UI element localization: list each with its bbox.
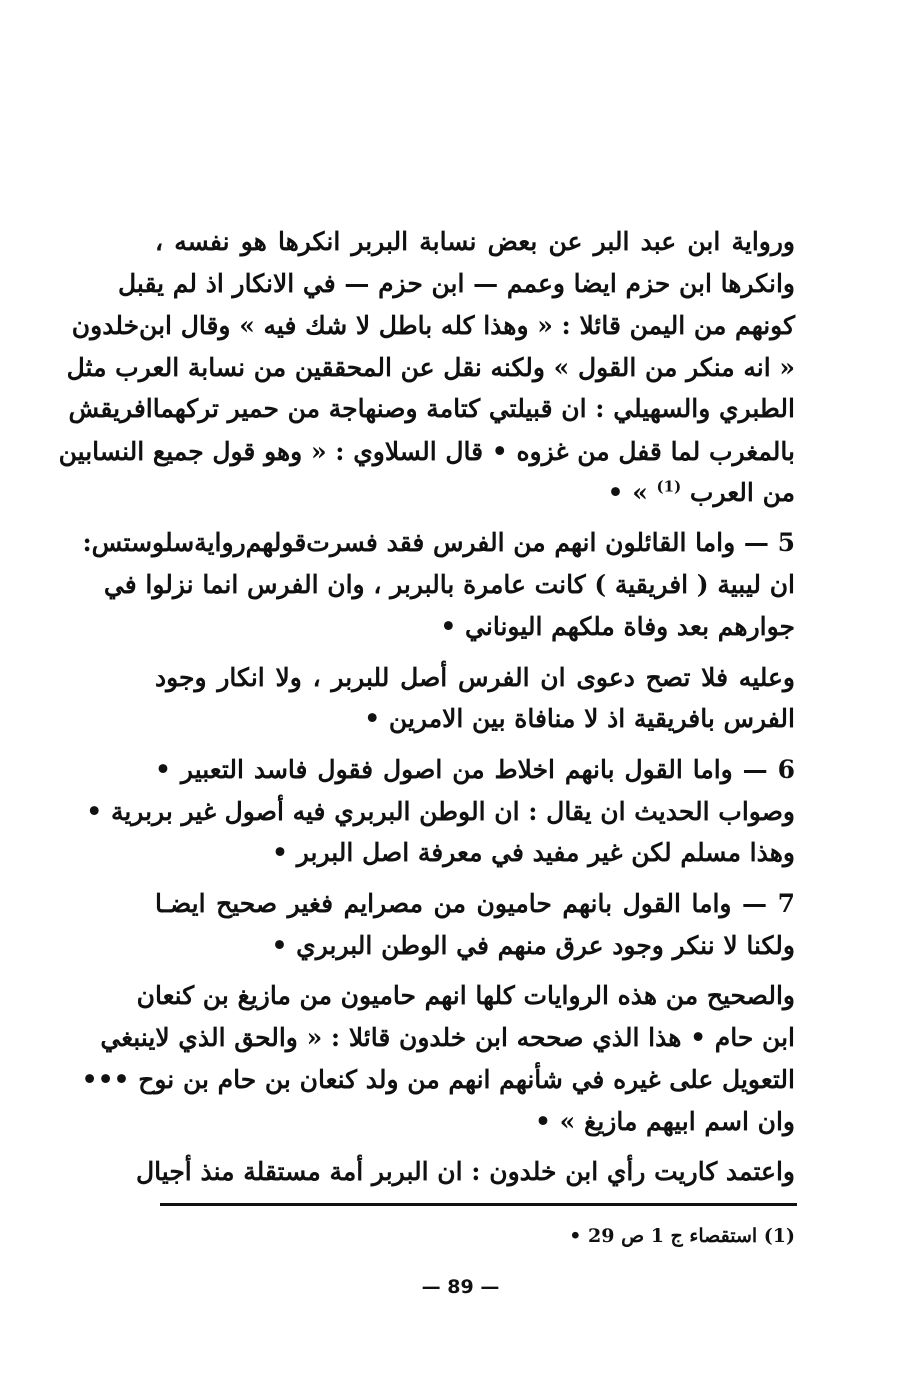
text-line: 6 — واما القول بانهم اخلاط من اصول فقول فاسد التعبير • bbox=[155, 755, 795, 784]
text-line: كونهم من اليمن قائلا : « وهذا كله باطل لا شك فيه » وقال ابن‌خلدون bbox=[71, 311, 795, 340]
text-line: وهذا مسلم لكن غير مفيد في معرفة اصل البربر • bbox=[272, 838, 795, 867]
footnote: (1) استقصاء ج 1 ص 29 • bbox=[569, 1225, 795, 1247]
text-fragment: من العرب bbox=[689, 478, 795, 507]
text-fragment: » • bbox=[607, 478, 648, 507]
text-line: 7 — واما القول بانهم حاميون من مصرايم فغير صحيح ايضـا bbox=[155, 889, 795, 918]
text-line: الفرس بافريقية اذ لا منافاة بين الامرين • bbox=[364, 704, 795, 733]
text-line: ابن حام • هذا الذي صححه ابن خلدون قائلا : « والحق الذي لاينبغي bbox=[100, 1023, 795, 1052]
text-line: جوارهم بعد وفاة ملكهم اليوناني • bbox=[440, 612, 795, 641]
text-line: « انه منكر من القول » ولكنه نقل عن المحققين من نسابة العرب مثل bbox=[66, 353, 795, 382]
text-line: بالمغرب لما قفل من غزوه • قال السلاوي : « وهو قول جميع النسابين bbox=[58, 437, 795, 466]
text-line: واعتمد كاريت رأي ابن خلدون : ان البربر أمة مستقلة منذ أجيال bbox=[136, 1157, 795, 1186]
text-line: التعويل على غيره في شأنهم انهم من ولد كنعان بن حام بن نوح ••• bbox=[81, 1065, 795, 1094]
text-line bbox=[155, 471, 795, 515]
text-line: وانكرها ابن حزم ايضا وعمم — ابن حزم — في الانكار اذ لم يقبل bbox=[118, 269, 795, 298]
text-line: والصحيح من هذه الروايات كلها انهم حاميون من مازيغ بن كنعان bbox=[136, 981, 795, 1010]
text-line: 5 — واما القائلون انهم من الفرس فقد فسرت‌قولهم‌رواية‌سلوستس: bbox=[82, 528, 795, 557]
text-line: وان اسم ابيهم مازيغ » • bbox=[535, 1107, 795, 1136]
text-line: ولكنا لا ننكر وجود عرق منهم في الوطن البربري • bbox=[271, 931, 795, 960]
text-line: ورواية ابن عبد البر عن بعض نسابة البربر انكرها هو نفسه ، bbox=[155, 227, 795, 256]
footnote-separator bbox=[160, 1203, 797, 1206]
text-line: الطبري والسهيلي : ان قبيلتي كتامة وصنهاجة من حمير تركهماافريقش bbox=[68, 394, 795, 423]
footnote-reference: (1) bbox=[656, 477, 682, 496]
text-line: وعليه فلا تصح دعوى ان الفرس أصل للبربر ، ولا انكار وجود bbox=[155, 663, 795, 692]
text-line: ان ليبية ( افريقية ) كانت عامرة بالبربر ، وان الفرس انما نزلوا في bbox=[103, 570, 795, 599]
text-line: وصواب الحديث ان يقال : ان الوطن البربري فيه أصول غير بربرية • bbox=[86, 797, 795, 826]
page-number: — 89 — bbox=[421, 1276, 500, 1298]
